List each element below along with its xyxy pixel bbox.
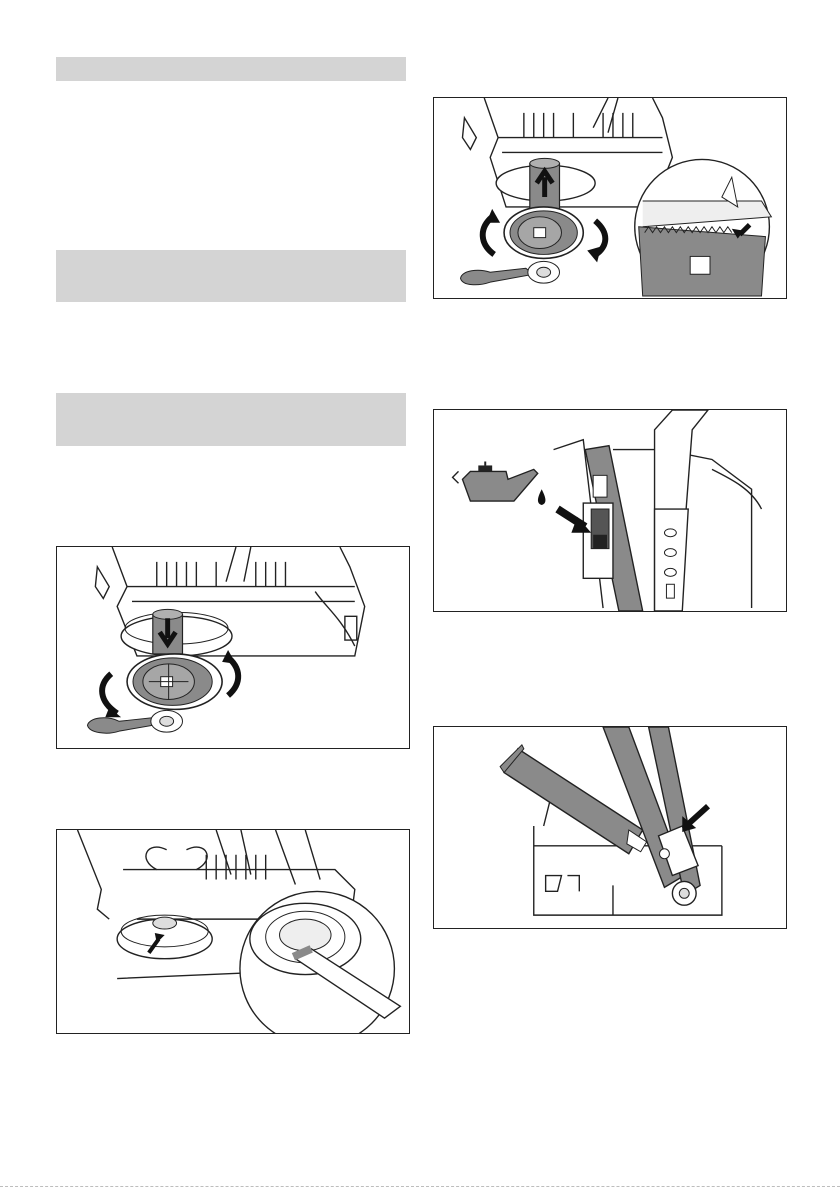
section-bar-2 <box>56 250 406 302</box>
grease-tube-illustration <box>434 727 786 928</box>
wheel-install-illustration <box>434 98 786 298</box>
oil-can-icon <box>453 461 546 505</box>
fig-oil-handle-joint <box>433 409 787 612</box>
fig-wheel-install <box>433 97 787 299</box>
page-bottom-dashed-line <box>0 1186 840 1187</box>
fig-grease-tube-handle <box>433 726 787 929</box>
wheel-remove-illustration <box>57 547 409 748</box>
fig-wheel-remove <box>56 546 410 749</box>
oil-handle-illustration <box>434 410 786 611</box>
grease-bushing-illustration <box>57 830 409 1033</box>
section-bar-3 <box>56 393 406 446</box>
fig-grease-bushing <box>56 829 410 1034</box>
section-bar-1 <box>56 57 406 81</box>
